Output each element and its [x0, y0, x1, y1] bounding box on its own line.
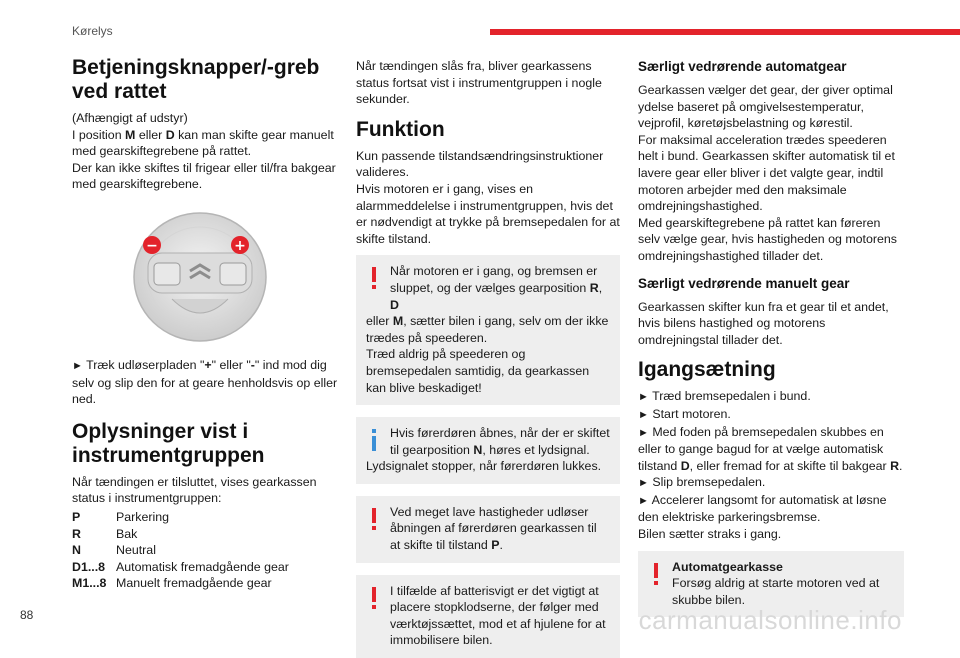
- gear-table: [72, 509, 340, 592]
- text-manual-1: Gearkassen skifter kun fra et gear til et andet, hvis bilens hastighed og motorens omdrejningstal tillader det.: [638, 299, 889, 347]
- section-label: Kørelys: [72, 24, 113, 38]
- steering-wheel-icon: [110, 207, 290, 343]
- arrow-icon: ►: [638, 477, 649, 490]
- step-1: ► Træd bremsepedalen i bund.: [638, 389, 811, 404]
- warning-exclamation-icon: [368, 266, 380, 290]
- warning-exclamation-icon: [368, 507, 380, 531]
- step-5: ► Accelerer langsomt for automatisk at løsne den elektriske parkeringsbremse.: [638, 492, 887, 525]
- step-4: ► Slip bremsepedalen.: [638, 475, 766, 490]
- steering-wheel-illustration: [110, 207, 290, 343]
- text-auto-1: Gearkassen vælger det gear, der giver optimal ydelse baseret på omgivelsestemperatur, vejprofil, køretøjsbelastning og kørestil.: [638, 83, 893, 131]
- heading-function: Funktion: [356, 117, 445, 141]
- warning-exclamation-icon: [650, 562, 662, 586]
- arrow-icon: ►: [638, 408, 649, 421]
- heading-automatic: Særligt vedrørende automatgear: [638, 59, 847, 74]
- text-instrument-info: Når tændingen er tilsluttet, vises gearkassen status i instrumentgruppen:: [72, 474, 317, 506]
- info-icon: [368, 428, 380, 452]
- text-availability: (Afhængigt af udstyr): [72, 111, 188, 125]
- header-accent-bar: [490, 29, 960, 35]
- svg-text:−: −: [146, 237, 158, 254]
- text-no-neutral: Der kan ikke skiftes til frigear eller til/fra bakgear med gearskiftegrebene.: [72, 160, 336, 192]
- text-function-2: Hvis motoren er i gang, vises en alarmmeddelelse i instrumentgruppen, hvis det er nødvendigt at trykke på bremsepedalen for at skifte tilstand.: [356, 181, 620, 246]
- warning-note-push-start: Automatgearkasse Forsøg aldrig at starte motoren ved at skubbe bilen.: [638, 551, 904, 618]
- text-ignition-off: Når tændingen slås fra, bliver gearkassens status fortsat vist i instrumentgruppen i nogle sekunder.: [356, 59, 602, 107]
- arrow-icon: ►: [72, 359, 83, 372]
- arrow-icon: ►: [638, 494, 649, 507]
- gear-row: R Bak: [72, 526, 138, 541]
- info-note-door: Hvis førerdøren åbnes, når der er skiftet til gearposition N, høres et lydsignal. Lydsignalet stopper, når førerdøren lukkes.: [356, 417, 620, 484]
- warning-exclamation-icon: [368, 586, 380, 610]
- warning-note-creep: Når motoren er i gang, og bremsen er sluppet, og der vælges gearposition R, D eller M, sætter bilen i gang, selv om der ikke trædes på speederen. Træd aldrig på speederen og bremsepedalen samtidig, da gearkassen kan blive beskadiget!: [356, 255, 620, 405]
- gear-row: P Parkering: [72, 509, 170, 524]
- gear-row: N Neutral: [72, 543, 156, 558]
- heading-manual: Særligt vedrørende manuelt gear: [638, 275, 850, 291]
- svg-text:+: +: [234, 237, 246, 254]
- arrow-icon: ►: [638, 426, 649, 439]
- step-paddle-instruction: ► Træk udløserpladen "+" eller "-" ind mod dig selv og slip den for at geare henholdsvis op eller ned.: [72, 357, 338, 407]
- text-manual-shift: I position M eller D kan man skifte gear manuelt med gearskiftegrebene på rattet.: [72, 127, 334, 159]
- gear-row: M1...8 Manuelt fremadgående gear: [72, 576, 272, 591]
- step-3: ► Med foden på bremsepedalen skubbes en eller to gange bagud for at vælge automatisk tilstand D, eller fremad for at skifte til bakgear R.: [638, 424, 903, 473]
- watermark: carmanualsonline.info: [638, 605, 902, 635]
- text-function-1: Kun passende tilstandsændringsinstruktioner valideres.: [356, 148, 604, 180]
- heading-starting: Igangsætning: [638, 358, 776, 382]
- column-3: [638, 58, 904, 617]
- step-6: Bilen sætter straks i gang.: [638, 527, 782, 542]
- warning-note-low-speed: Ved meget lave hastigheder udløser åbningen af førerdøren gearkassen til at skifte til tilstand P.: [356, 496, 620, 563]
- step-2: ► Start motoren.: [638, 406, 731, 421]
- text-auto-3: Med gearskiftegrebene på rattet kan føreren selv vælge gear, hvis hastigheden og motorens omdrejningshastighed tillader det.: [638, 215, 897, 263]
- heading-instrument-info: Oplysninger vist i instrumentgruppen: [72, 419, 265, 467]
- arrow-icon: ►: [638, 391, 649, 404]
- text-auto-2: For maksimal acceleration trædes speederen helt i bund. Gearkassen skifter automatisk til et lavere gear eller bliver i det valgte gear, indtil motoren arbejder med den maksimale omdrejningshastighed.: [638, 132, 895, 214]
- heading-steering-controls: Betjeningsknapper/-greb ved rattet: [72, 56, 320, 103]
- column-2: [356, 58, 620, 658]
- gear-row: D1...8 Automatisk fremadgående gear: [72, 559, 289, 574]
- page-number: 88: [20, 608, 34, 622]
- column-1: [72, 56, 340, 592]
- warning-note-battery: I tilfælde af batterisvigt er det vigtigt at placere stopklodserne, der følger med værktøjssættet, mod et af hjulene for at immobilisere bilen.: [356, 575, 620, 658]
